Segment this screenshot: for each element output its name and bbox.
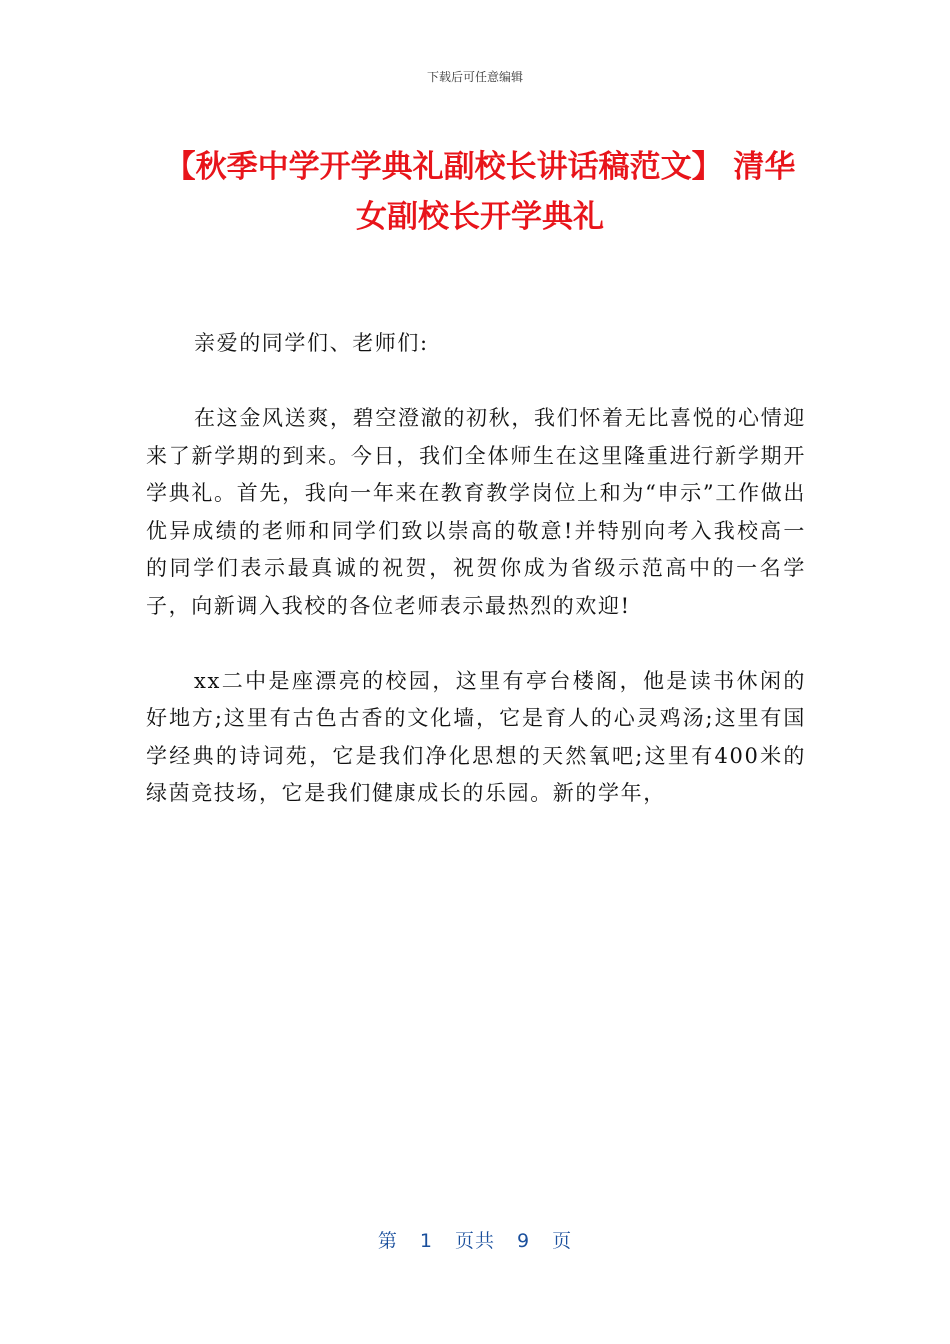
document-body: [146, 325, 806, 850]
body-paragraph: 在这金风送爽，碧空澄澈的初秋，我们怀着无比喜悦的心情迎来了新学期的到来。今日，我们全体师生在这里隆重进行新学期开学典礼。首先，我向一年来在教育教学岗位上和为“申示”工作做出优异成绩的老师和同学们致以崇高的敬意!并特别向考入我校高一的同学们表示最真诚的祝贺，祝贺你成为省级示范高中的一名学子，向新调入我校的各位老师表示最热烈的欢迎!: [146, 406, 806, 618]
salutation-paragraph: 亲爱的同学们、老师们:: [194, 331, 429, 355]
header-note: 下载后可任意编辑: [426, 70, 523, 84]
page-mid: 页共: [454, 1230, 495, 1252]
page-prefix: 第: [377, 1230, 398, 1252]
page-suffix: 页: [552, 1230, 573, 1252]
body-paragraph: xx二中是座漂亮的校园，这里有亭台楼阁，他是读书休闲的好地方;这里有古色古香的文化墙，它是育人的心灵鸡汤;这里有国学经典的诗词苑，它是我们净化思想的天然氧吧;这里有400米的绿茵竞技场，它是我们健康成长的乐园。新的学年，: [146, 668, 806, 805]
current-page-number: 1: [419, 1230, 433, 1252]
page-footer: [0, 1226, 950, 1253]
total-pages-number: 9: [517, 1230, 531, 1252]
document-title: 【秋季中学开学典礼副校长讲话稿范文】 清华女副校长开学典礼: [164, 149, 796, 235]
